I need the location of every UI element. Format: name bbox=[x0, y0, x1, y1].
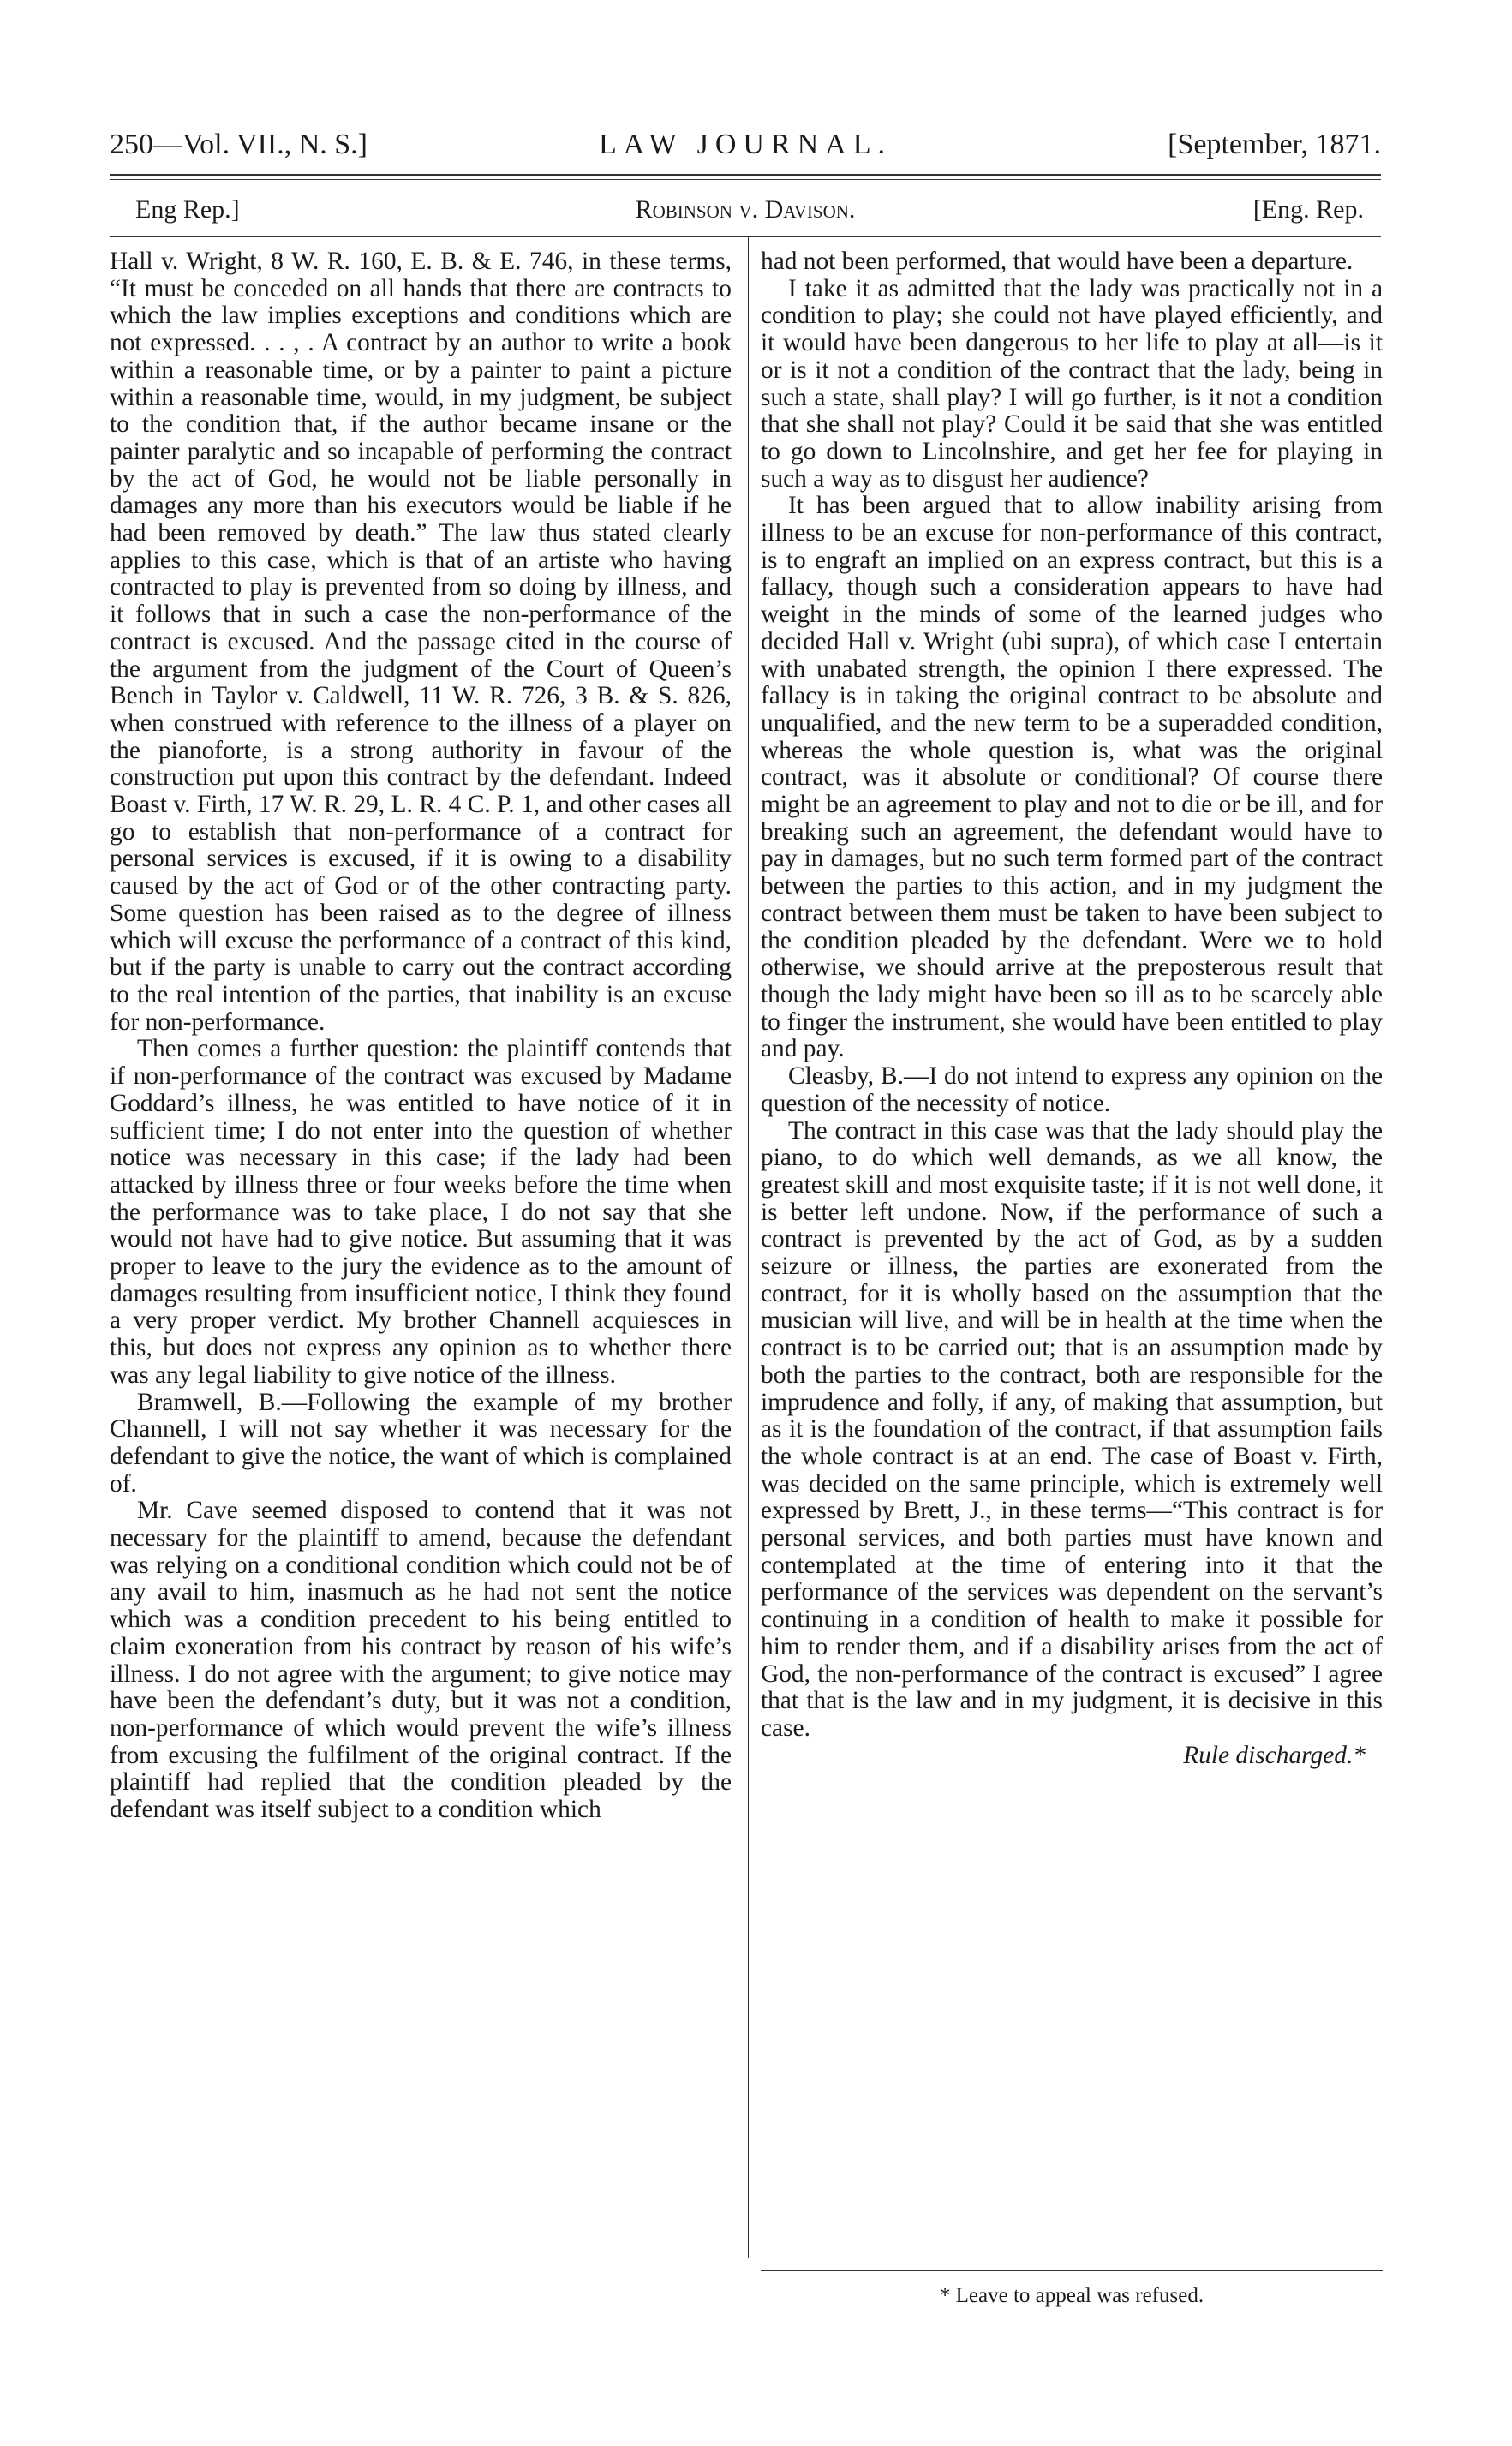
paragraph: The contract in this case was that the lady should play the piano, to do which well demands, as we all know, the greatest skill and most exquisite taste; if it is not well done, it is better left undone. Now, if the performance of such a contract is prevented by the act of God, as by a sudden seizure or illness, the parties are exonerated from the contract, for it is wholly based on the assumption that the musician will live, and will be in health at the time when the contract is to be carried out; that is an assumption made by both the parties to the contract, both are responsible for the imprudence and folly, if any, of making that assumption, but as it is the foundation of the contract, if that assumption fails the whole contract is at an end. The case of Boast v. Firth, was decided on the same principle, which is extremely well expressed by Brett, J., in these terms—“This contract is for personal services, and both parties must have known and contemplated at the time of entering into it that the performance of the services was dependent on the servant’s continuing in a condition of health to make it possible for him to render them, and if a disability arises from the act of God, the non-performance of the contract is excused” I agree that that is the law and in my judgment, it is decisive in this case. bbox=[761, 1116, 1383, 1742]
subheader-right: [Eng. Rep. bbox=[1252, 195, 1364, 224]
right-column bbox=[761, 248, 1383, 1769]
header-volume: 250—Vol. VII., N. S.] bbox=[110, 129, 368, 160]
subheader-left: Eng Rep.] bbox=[135, 195, 240, 224]
footnote-rule bbox=[761, 2270, 1383, 2271]
column-divider bbox=[748, 236, 749, 2258]
header-date: [September, 1871. bbox=[1168, 129, 1381, 160]
footnote: * Leave to appeal was refused. bbox=[939, 2284, 1204, 2307]
case-title: Robinson v. Davison. bbox=[635, 195, 856, 224]
subheader-rule bbox=[110, 236, 1381, 237]
paragraph: Then comes a further question: the plaintiff contends that if non-performance of the contract was excused by Madame Goddard’s illness, he was entitled to have notice of it in sufficient time; I do not enter into the question of whether notice was necessary in this case; if the lady had been attacked by illness three or four weeks before the time when the performance was to take place, I do not say that she would not have had to give notice. But assuming that it was proper to leave to the jury the evidence as to the amount of damages resulting from insufficient notice, I think they found a very proper verdict. My brother Channell acquiesces in this, but does not express any opinion as to whether there was any legal liability to give notice of the illness. bbox=[110, 1035, 732, 1389]
paragraph: Hall v. Wright, 8 W. R. 160, E. B. & E. 746, in these terms, “It must be conceded on all hands that there are contracts to which the law implies exceptions and conditions which are not expressed. . . , . A contract by an author to write a book within a reasonable time, or by a painter to paint a picture within a reasonable time, would, in my judgment, be subject to the condition that, if the author became insane or the painter paralytic and so incapable of performing the contract by the act of God, he would not be liable personally in damages any more than his executors would be liable if he had been removed by death.” The law thus stated clearly applies to this case, which is that of an artiste who having contracted to play is prevented from so doing by illness, and it follows that in such a case the non-performance of the contract is excused. And the passage cited in the course of the argument from the judgment of the Court of Queen’s Bench in Taylor v. Caldwell, 11 W. R. 726, 3 B. & S. 826, when construed with reference to the illness of a player on the pianoforte, is a strong authority in favour of the construction put upon this contract by the defendant. Indeed Boast v. Firth, 17 W. R. 29, L. R. 4 C. P. 1, and other cases all go to establish that non-performance of a contract for personal services is excused, if it is owing to a disability caused by the act of God or of the other contracting party. Some question has been raised as to the degree of illness which will excuse the performance of a contract of this kind, but if the party is unable to carry out the contract according to the real intention of the parties, that inability is an excuse for non-performance. bbox=[110, 248, 732, 1036]
left-column bbox=[110, 248, 732, 1824]
paragraph: Mr. Cave seemed disposed to contend that it was not necessary for the plaintiff to amend, because the defendant was relying on a conditional condition which could not be of any avail to him, inasmuch as he had not sent the notice which was a condition precedent to his being entitled to claim exoneration from his contract by reason of his wife’s illness. I do not agree with the argument; to give notice may have been the defendant’s duty, but it was not a condition, non-performance of which would prevent the wife’s illness from excusing the fulfilment of the original contract. If the plaintiff had replied that the condition pleaded by the defendant was itself subject to a condition which bbox=[110, 1497, 732, 1824]
running-header bbox=[110, 129, 1381, 171]
signoff: Rule discharged.* bbox=[1183, 1741, 1366, 1769]
paragraph: Cleasby, B.—I do not intend to express any opinion on the question of the necessity of notice. bbox=[761, 1062, 1383, 1117]
header-rule-thin bbox=[110, 179, 1381, 180]
paragraph: I take it as admitted that the lady was practically not in a condition to play; she could not have played efficiently, and it would have been dangerous to her life to play at all—is it or is it not a condition of the contract that the lady, being in such a state, shall play? I will go further, is it not a condition that she shall not play? Could it be said that she was entitled to go down to Lincolnshire, and get her fee for playing in such a way as to disgust her audience? bbox=[761, 274, 1383, 493]
header-journal-title: LAW JOURNAL. bbox=[599, 129, 892, 160]
paragraph: Bramwell, B.—Following the example of my brother Channell, I will not say whether it was necessary for the defendant to give the notice, the want of which is complained of. bbox=[110, 1388, 732, 1498]
case-subheader bbox=[110, 195, 1381, 233]
header-rule bbox=[110, 174, 1381, 176]
paragraph: It has been argued that to allow inability arising from illness to be an excuse for non-performance of this contract, is to engraft an implied on an express contract, but this is a fallacy, though such a consideration appears to have had weight in the minds of some of the learned judges who decided Hall v. Wright (ubi supra), of which case I entertain with unabated strength, the opinion I there expressed. The fallacy is in taking the original contract to be absolute and unqualified, and the new term to be a superadded condition, whereas the whole question is, what was the original contract, was it absolute or conditional? Of course there might be an agreement to play and not to die or be ill, and for breaking such an agreement, the defendant would have to pay in damages, but no such term formed part of the contract between the parties to this action, and in my judgment the contract between them must be taken to have been subject to the condition pleaded by the defendant. Were we to hold otherwise, we should arrive at the preposterous result that though the lady might have been so ill as to be scarcely able to finger the instrument, she would have been entitled to play and pay. bbox=[761, 492, 1383, 1063]
paragraph: had not been performed, that would have been a departure. bbox=[761, 248, 1354, 275]
